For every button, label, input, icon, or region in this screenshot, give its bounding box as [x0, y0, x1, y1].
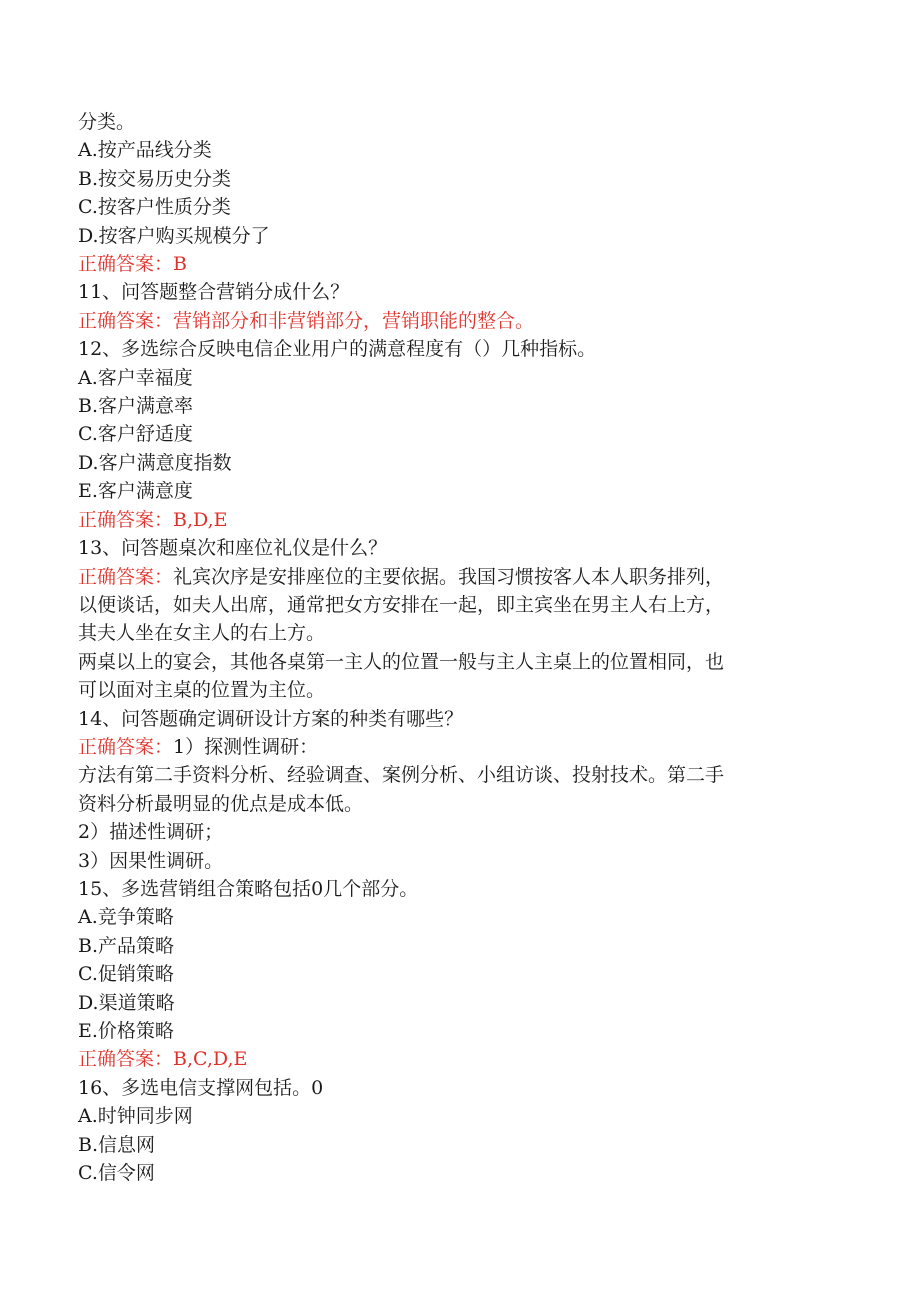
text-line: C.信令网: [78, 1162, 155, 1185]
answer-line: [78, 250, 838, 278]
answer-line: [78, 506, 838, 534]
text-line: 方法有第二手资料分析、经验调查、案例分析、小组访谈、投射技术。第二手: [78, 764, 725, 787]
answer-line: [78, 733, 838, 761]
text-line: E.客户满意度: [78, 480, 193, 503]
answer-label: 正确答案：: [78, 1048, 174, 1071]
text-line: A.客户幸福度: [78, 366, 193, 389]
answer-text: B,C,D,E: [173, 1048, 248, 1071]
answer-text: B,D,E: [173, 508, 228, 531]
text-line: E.价格策略: [78, 1020, 174, 1042]
text-line: 14、问答题确定调研设计方案的种类有哪些？: [78, 707, 464, 730]
text-line: A.按产品线分类: [78, 139, 212, 162]
text-line: 11、问答题整合营销分成什么？: [78, 281, 350, 304]
text-line: D.客户满意度指数: [78, 451, 232, 474]
answer-text: B: [173, 253, 187, 276]
text-line: 以便谈话，如夫人出席，通常把女方安排在一起，即主宾坐在男主人右上方，: [78, 593, 725, 616]
answer-label: 正确答案：: [78, 565, 174, 588]
text-line: 资料分析最明显的优点是成本低。: [78, 792, 364, 815]
text-line: B.产品策略: [78, 934, 175, 957]
text-line: 两桌以上的宴会，其他各桌第一主人的位置一般与主人主桌上的位置相同，也: [78, 650, 725, 673]
text-line: B.信息网: [78, 1133, 156, 1156]
answer-line: [78, 307, 838, 335]
document-page: [78, 108, 838, 1187]
text-line: 分类。: [78, 111, 136, 133]
text-line: D.渠道策略: [78, 991, 175, 1014]
answer-line: [78, 563, 838, 591]
answer-label: 正确答案：: [78, 735, 174, 758]
text-line: 其夫人坐在女主人的右上方。: [78, 622, 326, 645]
answer-line: [78, 1045, 838, 1073]
answer-text: 营销部分和非营销部分，营销职能的整合。: [173, 309, 535, 332]
text-line: B.按交易历史分类: [78, 167, 232, 190]
answer-label: 正确答案：: [78, 253, 174, 276]
text-line: B.客户满意率: [78, 395, 194, 418]
answer-label: 正确答案：: [78, 508, 174, 531]
text-line: 3）因果性调研。: [78, 849, 224, 872]
text-line: A.时钟同步网: [78, 1105, 193, 1128]
text-line: 15、多选营销组合策略包括0几个部分。: [78, 877, 419, 900]
text-line: 2）描述性调研；: [78, 821, 224, 844]
text-line: 13、问答题桌次和座位礼仪是什么？: [78, 537, 388, 560]
text-line: 16、多选电信支撑网包括。0: [78, 1076, 324, 1099]
answer-text: 礼宾次序是安排座位的主要依据。我国习惯按客人本人职务排列，: [173, 565, 725, 588]
text-line: C.按客户性质分类: [78, 196, 231, 219]
text-line: 12、多选综合反映电信企业用户的满意程度有（）几种指标。: [78, 338, 597, 361]
text-line: 可以面对主桌的位置为主位。: [78, 679, 326, 702]
text-line: A.竞争策略: [78, 906, 174, 929]
text-line: C.促销策略: [78, 963, 174, 986]
text-line: C.客户舒适度: [78, 423, 193, 446]
answer-label: 正确答案：: [78, 309, 174, 332]
answer-text: 1）探测性调研：: [173, 735, 319, 758]
text-line: D.按客户购买规模分了: [78, 224, 270, 247]
